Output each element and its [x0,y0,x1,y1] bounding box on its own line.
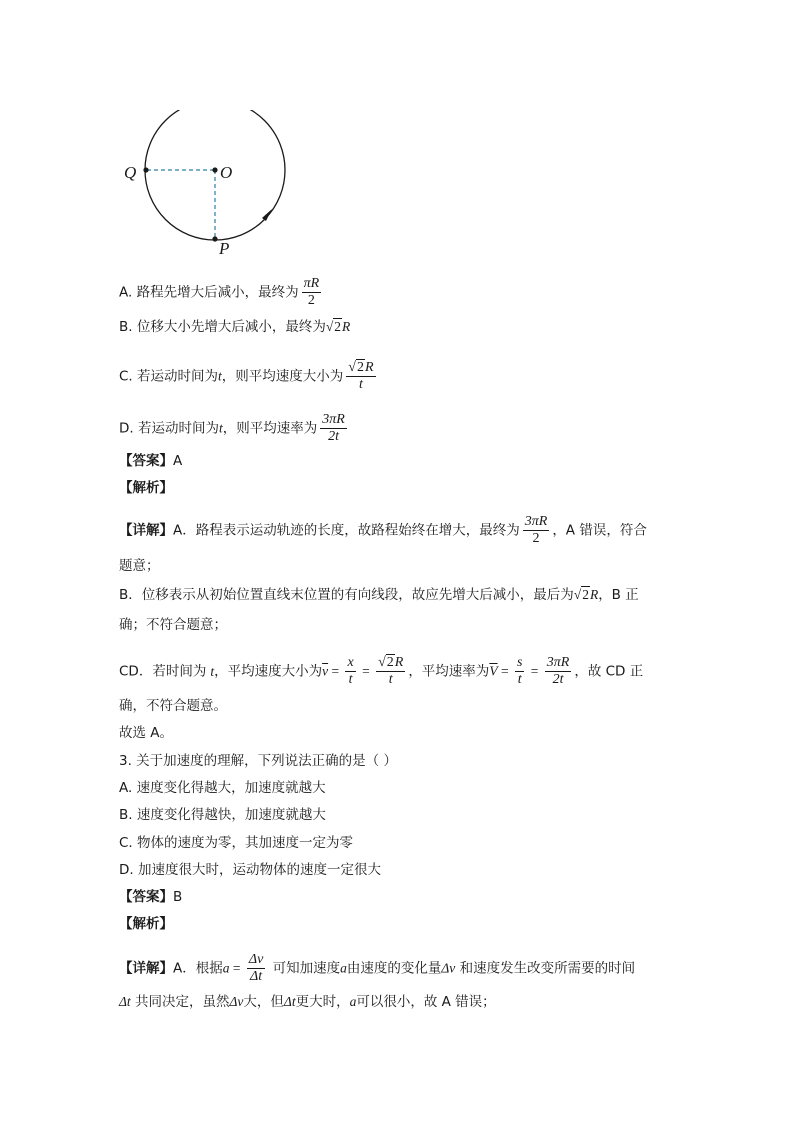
question-stem: 3. 关于加速度的理解，下列说法正确的是（ ） [119,753,397,769]
delta-v-symbol: Δv [441,960,456,976]
accel-symbol: a [222,960,230,976]
detail-cd-text: CD．若时间为 [119,663,207,680]
fraction-denominator: 2t [328,429,339,444]
radius-symbol: R [589,587,599,602]
detail-a-mid3: 共同决定，虽然 [130,994,230,1010]
avg-speed-symbol: $\overline{V}$ [489,663,498,679]
choose-text: 故选 A。 [119,725,174,741]
option-d-text: D. 加速度很大时，运动物体的速度一定很大 [119,862,381,878]
sqrt-expression: √2 [378,655,394,670]
delta-t-symbol: Δt [283,994,296,1009]
detail-a-mid: 可知加速度 [268,960,341,977]
radicand: 2 [386,655,394,670]
q2-detail-cd-line1 [119,655,643,688]
accel-symbol: a [340,960,347,976]
analysis-label: 【解析】 [119,480,173,496]
option-c-mid: ，则平均速度大小为 [221,368,344,385]
radicand: 2 [334,319,342,334]
detail-cd-mid2: ，平均速率为 [408,663,490,680]
avg-velocity-symbol: $\overline{v}$ [322,663,329,679]
label-p: P [219,239,230,258]
option-c [119,360,379,393]
fraction-denominator: t [388,672,393,687]
radius-symbol: R [394,655,404,670]
fraction-numerator: Δv [248,952,264,967]
answer-value: A [173,453,183,469]
q2-detail-b-line1 [119,585,639,605]
time-symbol: t [218,420,223,436]
q3-option-a [119,778,326,798]
equals-sign: = [497,663,512,679]
answer-label: 【答案】 [119,889,173,905]
detail-a-mid2: 由速度的变化量 [346,960,442,977]
label-q: Q [124,163,137,182]
fraction-denominator: 2 [532,531,540,546]
q2-detail-b-line2 [119,615,227,635]
equals-sign: = [527,663,542,679]
detail-cd-text-cont: 确，不符合题意。 [119,698,227,714]
option-b-text: B. 位移大小先增大后减小，最终为 [119,319,326,335]
q3-option-d [119,860,381,880]
q2-choose [119,723,173,743]
fraction-denominator: 2t [552,672,564,687]
detail-a-text-cont: 题意； [119,558,160,574]
q3-stem [119,751,397,771]
radicand: 2 [582,587,589,602]
fraction-x-over-t [345,655,355,688]
option-a-text: A. 路程先增大后减小，最终为 [119,284,299,301]
detail-b-text: B．位移表示从初始位置直线末位置的有向线段，故应先增大后减小，最后为 [119,587,574,603]
q3-option-b [119,805,326,825]
fraction-numerator [376,655,405,672]
option-c-fraction [346,360,375,393]
equals-sign: = [229,960,244,976]
fraction-numerator: πR [303,276,320,291]
label-o: O [220,163,233,182]
option-d-text: D. 若运动时间为 [119,420,219,437]
fraction-denominator: Δt [250,969,263,984]
sqrt-expression: √2 [573,587,589,602]
q3-detail-a-line1 [119,952,635,985]
sqrt-expression: √2 [348,360,364,375]
fraction-numerator: 3πR [322,412,345,427]
detail-a-tail: ，A 错误，符合 [552,522,647,539]
accel-symbol: a [349,994,357,1009]
delta-v-symbol: Δv [229,994,244,1009]
detail-cd-tail: ，故 CD 正 [574,663,644,680]
detail-a-mid4: 大，但 [243,994,284,1010]
radius-symbol: R [364,360,374,375]
q3-analysis [119,914,173,934]
q3-option-c [119,833,353,853]
fraction-s-over-t [515,655,524,688]
point-p-dot [212,236,217,241]
detail-label: 【详解】 [119,522,173,539]
fraction-denominator: 2 [307,293,315,308]
fraction-dv-over-dt [247,952,265,985]
answer-value: B [173,889,183,905]
fraction-denominator: t [348,672,353,687]
detail-a-tail: 和速度发生改变所需要的时间 [455,960,636,977]
fraction-numerator: x [347,655,354,670]
point-q-dot [143,167,148,172]
q2-analysis [119,478,173,498]
fraction-numerator: s [516,655,523,670]
q2-detail-a-line1 [119,514,647,547]
answer-label: 【答案】 [119,453,173,469]
option-a [119,276,324,309]
time-symbol: t [210,663,215,679]
q2-detail-cd-line2 [119,696,227,716]
direction-arrow-icon [262,209,272,221]
equals-sign: = [328,663,343,679]
q2-answer [119,451,182,471]
q3-detail-a-line2 [119,992,496,1012]
option-b-text: B. 速度变化得越快，加速度就越大 [119,807,326,823]
point-o-dot [212,167,217,172]
detail-label: 【详解】 [119,960,173,977]
option-d-mid: ，则平均速率为 [222,420,318,437]
option-d-fraction [320,412,347,445]
analysis-label: 【解析】 [119,916,173,932]
fraction-denominator: t [517,672,522,687]
option-a-text: A. 速度变化得越大，加速度就越大 [119,780,326,796]
option-a-fraction [302,276,322,309]
detail-a-text: A．根据 [173,960,223,977]
detail-cd-mid: ，平均速度大小为 [214,663,323,680]
q2-detail-a-line2 [119,556,160,576]
fraction-numerator: 3πR [524,514,548,529]
option-b [119,317,350,337]
detail-b-tail: ，B 正 [598,587,639,603]
delta-t-symbol: Δt [119,994,131,1009]
fraction-denominator: t [358,377,363,392]
detail-a-tail2: 可以很小，故 A 错误； [356,994,496,1010]
detail-a-mid5: 更大时， [295,994,350,1010]
option-c-text: C. 若运动时间为 [119,368,219,385]
fraction-3pir-over-2t [545,655,572,688]
detail-b-text-cont: 确；不符合题意； [119,617,227,633]
option-c-text: C. 物体的速度为零，其加速度一定为零 [119,835,354,851]
detail-a-text: A．路程表示运动轨迹的长度，故路程始终在增大，最终为 [173,522,520,539]
radicand: 2 [356,360,364,375]
q3-answer [119,887,182,907]
time-symbol: t [218,368,222,384]
circle-motion-figure [110,110,310,260]
option-d [119,412,350,445]
fraction-sqrt2r-over-t [376,655,405,688]
fraction-numerator [346,360,375,377]
fraction-numerator: 3πR [546,655,570,670]
radius-symbol: R [342,319,351,334]
sqrt-expression: √2 [325,319,342,334]
equals-sign: = [358,663,374,679]
detail-a-fraction [523,514,550,547]
